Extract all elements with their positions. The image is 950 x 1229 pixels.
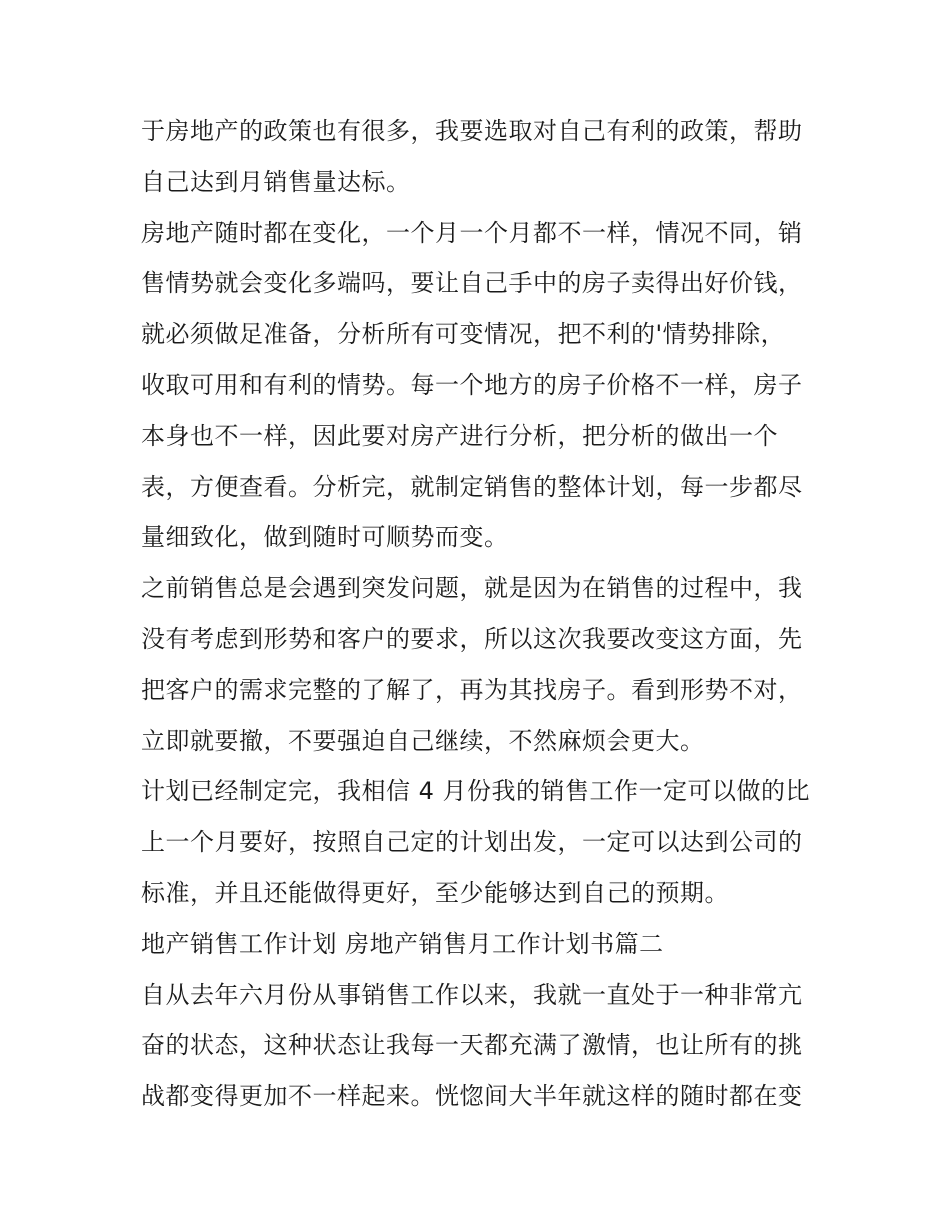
text-line: 收取可用和有利的情势。每一个地方的房子价格不一样，房子 — [141, 370, 803, 399]
text-line: 自从去年六月份从事销售工作以来，我就一直处于一种非常亢 — [141, 980, 803, 1009]
text-line: 立即就要撤，不要强迫自己继续，不然麻烦会更大。 — [141, 726, 705, 755]
section-heading: 地产销售工作计划 房地产销售月工作计划书篇二 — [141, 929, 664, 958]
document-body — [141, 106, 821, 1122]
text-line: 量细致化，做到随时可顺势而变。 — [141, 523, 509, 552]
text-line: 表，方便查看。分析完，就制定销售的整体计划，每一步都尽 — [141, 472, 803, 501]
text-line: 于房地产的政策也有很多，我要选取对自己有利的政策，帮助 — [141, 117, 803, 145]
text-line: 把客户的需求完整的了解了，再为其找房子。看到形势不对， — [141, 675, 803, 704]
text-line: 自己达到月销售量达标。 — [141, 167, 411, 196]
text-line: 奋的状态，这种状态让我每一天都充满了激情，也让所有的挑 — [141, 1031, 803, 1060]
text-line: 本身也不一样，因此要对房产进行分析，把分析的做出一个 — [141, 421, 778, 450]
text-line: 之前销售总是会遇到突发问题，就是因为在销售的过程中，我 — [141, 574, 803, 603]
text-line: 上一个月要好，按照自己定的计划出发，一定可以达到公司的 — [141, 828, 803, 857]
text-line: 售情势就会变化多端吗，要让自己手中的房子卖得出好价钱， — [141, 269, 803, 298]
text-line: 计划已经制定完，我相信 4 月份我的销售工作一定可以做的比 — [141, 777, 811, 806]
text-line: 标准，并且还能做得更好，至少能够达到自己的预期。 — [141, 878, 729, 907]
text-line: 没有考虑到形势和客户的要求，所以这次我要改变这方面，先 — [141, 624, 803, 653]
text-line: 就必须做足准备，分析所有可变情况，把不利的'情势排除， — [141, 320, 786, 349]
text-line: 战都变得更加不一样起来。恍惚间大半年就这样的随时都在变 — [141, 1082, 803, 1111]
text-line: 房地产随时都在变化，一个月一个月都不一样，情况不同，销 — [141, 218, 803, 247]
